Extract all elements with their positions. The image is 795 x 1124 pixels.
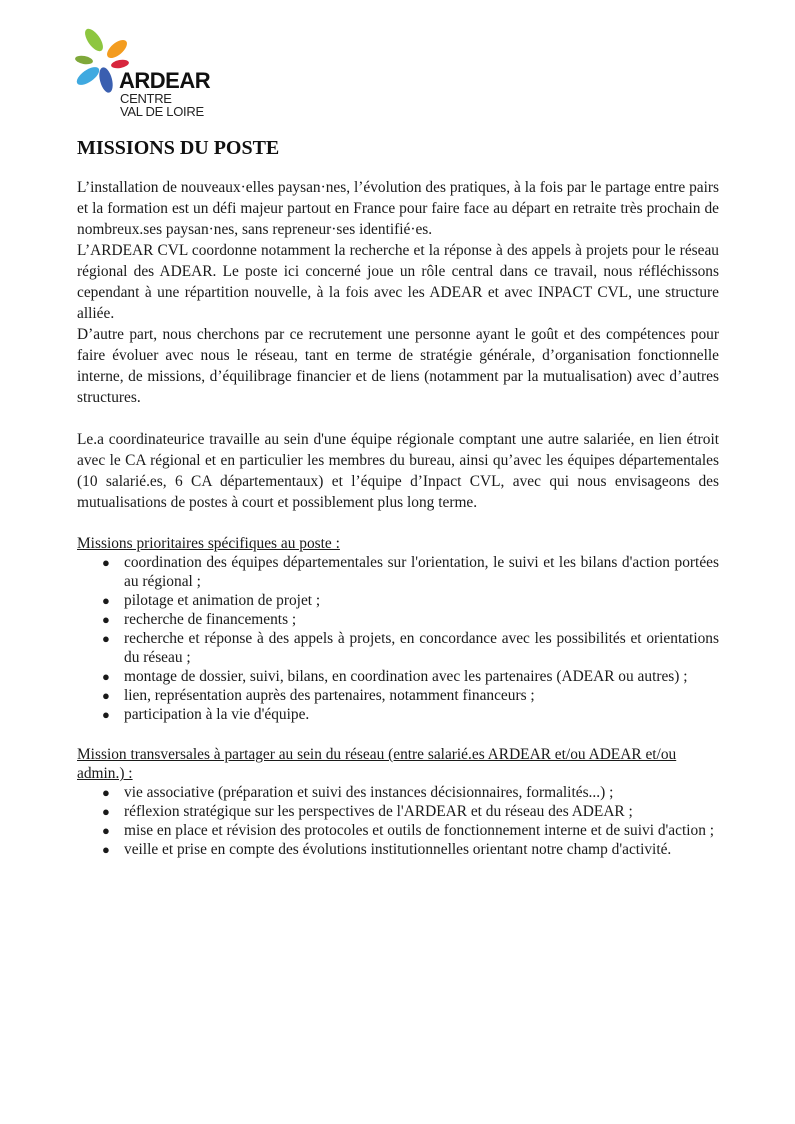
bullet-icon: ● (102, 804, 110, 819)
paragraph-intro: L’installation de nouveaux·elles paysan·nes, l’évolution des pratiques, à la fois par le partage entre pairs et la formation est un défi majeur partout en France pour faire face au départ en retraite très prochain de nombreux.ses paysan·nes, sans repreneur·ses identifié·es. (77, 179, 719, 238)
bullet-icon: ● (102, 555, 110, 570)
page-title: MISSIONS DU POSTE (77, 137, 280, 159)
bullet-icon: ● (102, 842, 110, 857)
bullet-icon: ● (102, 785, 110, 800)
bullet-icon: ● (102, 593, 110, 608)
bullet-icon: ● (102, 612, 110, 627)
mission-list (77, 783, 719, 859)
list-item-text: mise en place et révision des protocoles et outils de fonctionnement interne et de suivi d'action ; (124, 822, 715, 839)
section-title: Missions prioritaires spécifiques au poste : (77, 535, 340, 552)
logo-subtitle-line2: VAL DE LOIRE (120, 104, 204, 119)
list-item-text: veille et prise en compte des évolutions institutionnelles orientant notre champ d'activité. (124, 841, 672, 858)
list-item-text: participation à la vie d'équipe. (124, 706, 310, 723)
ardear-logo (74, 26, 224, 122)
paragraph-recruitment: D’autre part, nous cherchons par ce recrutement une personne ayant le goût et des compétences pour faire évoluer avec nous le réseau, tant en terme de stratégie générale, d’organisation fonctionnelle interne, de missions, d’équilibrage financier et de liens (notamment par la mutualisation) avec d’autres structures. (77, 326, 719, 406)
list-item-text: lien, représentation auprès des partenaires, notamment financeurs ; (124, 687, 535, 704)
list-item-text: recherche et réponse à des appels à projets, en concordance avec les possibilités et orientations du réseau ; (124, 630, 719, 666)
bullet-icon: ● (102, 688, 110, 703)
list-item (102, 705, 719, 724)
section-transversal-missions (77, 745, 719, 859)
mission-list (77, 553, 719, 724)
list-item-text: réflexion stratégique sur les perspectives de l'ARDEAR et du réseau des ADEAR ; (124, 803, 633, 820)
list-item (102, 802, 719, 821)
list-item (102, 686, 719, 705)
logo-name: ARDEAR (119, 68, 211, 93)
list-item-text: montage de dossier, suivi, bilans, en coordination avec les partenaires (ADEAR ou autres) ; (124, 668, 688, 685)
list-item (102, 821, 719, 840)
list-item (102, 667, 719, 686)
list-item (102, 591, 719, 610)
petal-cyan (74, 64, 102, 89)
spacer (77, 408, 719, 429)
list-item (102, 629, 719, 667)
list-item-text: recherche de financements ; (124, 611, 297, 628)
paragraph-ardear-cvl: L’ARDEAR CVL coordonne notamment la recherche et la réponse à des appels à projets pour le réseau régional des ADEAR. Le poste ici concerné joue un rôle central dans ce travail, nous réfléchissons cependant à une répartition nouvelle, à la fois avec les ADEAR et avec INPACT CVL, une structure alliée. (77, 242, 719, 322)
list-item (102, 840, 719, 859)
bullet-icon: ● (102, 669, 110, 684)
logo-subtitle-line1: CENTRE (120, 91, 172, 106)
section-priority-missions (77, 534, 719, 724)
petal-blue (97, 66, 115, 94)
list-item (102, 553, 719, 591)
paragraph-team: Le.a coordinateurice travaille au sein d'une équipe régionale comptant une autre salariée, en lien étroit avec le CA régional et en particulier les membres du bureau, ainsi qu’avec les équipes départementales (10 salarié.es, 6 CA départementaux) et l’équipe d’Inpact CVL, avec qui nous envisageons des mutualisations de postes à court et possiblement plus long terme. (77, 431, 719, 511)
petal-green (82, 26, 107, 54)
petal-orange (104, 37, 130, 62)
bullet-icon: ● (102, 823, 110, 838)
list-item-text: vie associative (préparation et suivi des instances décisionnaires, formalités...) ; (124, 784, 614, 801)
list-item (102, 783, 719, 802)
document-body (77, 136, 719, 859)
list-item-text: pilotage et animation de projet ; (124, 592, 321, 609)
bullet-icon: ● (102, 631, 110, 646)
section-title: Mission transversales à partager au sein du réseau (entre salarié.es ARDEAR et/ou ADEAR et/ou admin.) : (77, 746, 677, 782)
bullet-icon: ● (102, 707, 110, 722)
list-item (102, 610, 719, 629)
list-item-text: coordination des équipes départementales sur l'orientation, le suivi et les bilans d'action portées au régional ; (124, 554, 719, 590)
petal-olive (74, 54, 93, 65)
